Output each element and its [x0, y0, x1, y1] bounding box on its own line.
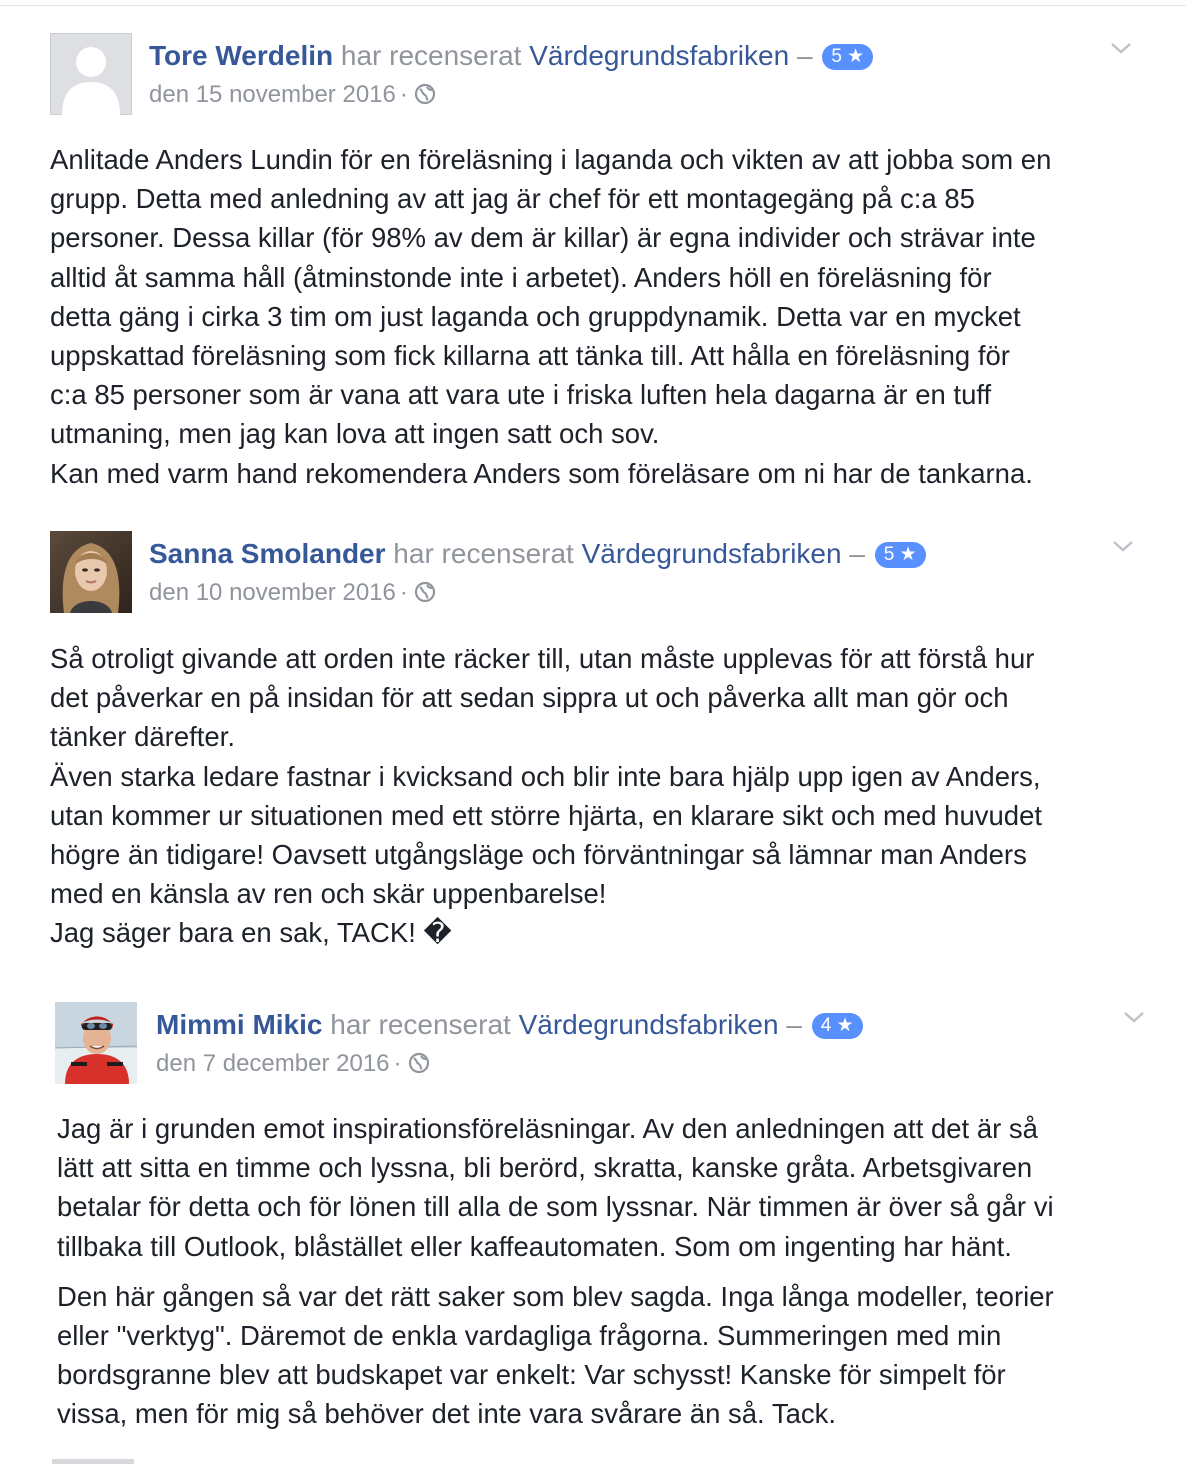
text-line: uppskattad föreläsning som fick killarna att tänka till. Att hålla en föreläsning för — [50, 340, 1010, 372]
author-link[interactable]: Mimmi Mikic — [156, 1009, 323, 1040]
text-line: Så otroligt givande att orden inte räcker till, utan måste upplevas för att förstå hur — [50, 643, 1035, 674]
text-line: betalar för detta och för lönen till alla de som lyssnar. När timmen är över så går vi — [57, 1191, 1054, 1223]
text-line: Även starka ledare fastnar i kvicksand och blir inte bara hjälp upp igen av Anders, — [50, 760, 1041, 792]
meta-separator: · — [399, 81, 408, 108]
review-date[interactable]: den 10 november 2016 — [149, 579, 396, 606]
text-line: bordsgranne blev att budskapet var enkelt: Var schysst! Kanske för simpelt för — [57, 1359, 1006, 1391]
header-dash: – — [849, 538, 865, 569]
text-line: med en känsla av ren och skär uppenbarelse! — [50, 878, 607, 910]
text-line: personer. Dessa killar (för 98% av dem är killar) är egna individer och strävar inte — [50, 222, 1036, 254]
text-line: Kan med varm hand rekomendera Anders som föreläsare om ni har de tankarna. — [50, 457, 1033, 489]
rating-badge: 5 ★ — [822, 44, 873, 70]
header-dash: – — [786, 1009, 802, 1040]
text-line: alltid åt samma håll (åtminstonde inte i arbetet). Anders höll en föreläsning för — [50, 261, 992, 293]
text-line: högre än tidigare! Oavsett utgångsläge och förväntningar så lämnar man Anders — [50, 839, 1027, 871]
review-date[interactable]: den 7 december 2016 — [156, 1050, 390, 1077]
rating-badge: 5 ★ — [875, 542, 926, 568]
text-line: Anlitade Anders Lundin för en föreläsning i laganda och vikten av att jobba som en — [50, 144, 1052, 175]
text-line: tänker därefter. — [50, 721, 235, 753]
review-verb: har recenserat — [340, 40, 522, 71]
text-line: vissa, men för mig så behöver det inte vara svårare än så. Tack. — [57, 1398, 837, 1430]
review-meta — [156, 1049, 430, 1082]
review-text — [57, 1109, 1054, 1434]
review-verb: har recenserat — [393, 538, 574, 569]
text-line: c:a 85 personer som är vana att vara ute i friska luften hela dagarna är en tuff — [50, 379, 992, 411]
rating-badge: 4 ★ — [812, 1013, 863, 1039]
page-link[interactable]: Värdegrundsfabriken — [518, 1009, 779, 1040]
review-date[interactable]: den 15 november 2016 — [149, 81, 396, 108]
page-link[interactable]: Värdegrundsfabriken — [581, 538, 842, 569]
text-line: lätt att sitta en timme och lyssna, bli berörd, skratta, kanske gråta. Arbetsgivaren — [57, 1152, 1033, 1184]
text-line: utan kommer ur situationen med ett större hjärta, en klarare sikt och med huvudet — [50, 799, 1043, 831]
author-link[interactable]: Sanna Smolander — [149, 538, 386, 569]
review-verb: har recenserat — [330, 1009, 511, 1040]
review-paragraph — [57, 1109, 1054, 1266]
text-line: Jag säger bara en sak, TACK! � — [50, 917, 452, 949]
header-dash: – — [796, 40, 813, 71]
author-link[interactable]: Tore Werdelin — [149, 40, 334, 71]
text-line: det påverkar en på insidan för att sedan sippra ut och påverka allt man gör och — [50, 682, 1009, 714]
globe-icon — [408, 1052, 430, 1082]
text-line: detta gäng i cirka 3 tim om just laganda och gruppdynamik. Detta var en mycket — [50, 300, 1021, 332]
text-line: eller "verktyg". Däremot de enkla vardagliga frågorna. Summeringen med min — [57, 1320, 1002, 1352]
text-line: Jag är i grunden emot inspirationsföreläsningar. Av den anledningen att det är så — [57, 1113, 1038, 1144]
chevron-down-icon[interactable] — [1122, 1009, 1146, 1025]
text-line: Den här gången så var det rätt saker som blev sagda. Inga långa modeller, teorier — [57, 1280, 1054, 1312]
next-review-avatar-edge — [52, 1459, 134, 1464]
meta-separator: · — [393, 1050, 402, 1077]
text-line: tillbaka till Outlook, blåstället eller kaffeautomaten. Som om ingenting har hänt. — [57, 1230, 1012, 1262]
meta-separator: · — [399, 579, 408, 606]
review-paragraph — [57, 1277, 1054, 1434]
text-line: utmaning, men jag kan lova att ingen satt och sov. — [50, 418, 660, 450]
page-link[interactable]: Värdegrundsfabriken — [529, 40, 790, 71]
text-line: grupp. Detta med anledning av att jag är chef för ett montagegäng på c:a 85 — [50, 183, 975, 215]
review-header — [156, 1007, 863, 1043]
avatar[interactable] — [55, 1002, 137, 1084]
